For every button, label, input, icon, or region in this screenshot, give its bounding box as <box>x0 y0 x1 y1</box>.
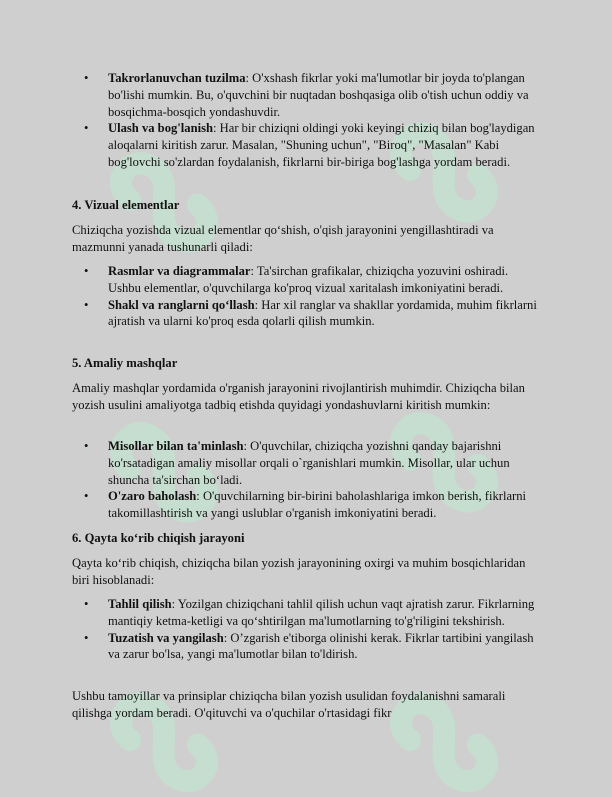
list-item <box>72 120 540 170</box>
list-item <box>72 488 540 522</box>
list-item <box>72 438 540 488</box>
bullet-icon: • <box>84 297 89 312</box>
section-heading-5: 5. Amaliy mashqlar <box>72 356 178 370</box>
list-item-term: Tahlil qilish <box>108 597 172 611</box>
list-item-term: Ulash va bog'lanish <box>108 121 213 136</box>
list-item-term: Tuzatish va yangilash <box>108 630 224 645</box>
section-list-5 <box>72 438 540 522</box>
list-item-term: Shakl va ranglarni qo‘llash <box>108 297 255 312</box>
list-item-term: Misollar bilan ta'minlash <box>108 439 244 453</box>
list-item-text: : Yozilgan chiziqchani tahlil qilish uchun vaqt ajratish zarur. Fikrlarning mantiqiy ketma-ketligi va qo‘shtirilgan ma'lumotlarning to'g'riligini tekshirish. <box>108 597 535 628</box>
section-heading-4: 4. Vizual elementlar <box>72 198 180 212</box>
intro-list <box>72 70 540 171</box>
list-item <box>72 596 540 630</box>
list-item <box>72 70 540 120</box>
bullet-icon: • <box>84 489 89 504</box>
section-paragraph-5: Amaliy mashqlar yordamida o'rganish jarayonini rivojlantirish muhimdir. Chiziqcha bilan yozish usulini amaliyotga tadbiq etishda quyidagi yondashuvlarni kiritish mumkin: <box>72 381 525 412</box>
closing-paragraph: Ushbu tamoyillar va prinsiplar chiziqcha bilan yozish usulidan foydalanishni samarali qilishga yordam beradi. O'qituvchi va o'quchilar o'rtasidagi fikr <box>72 689 506 720</box>
list-item-text: : Har xil ranglar va shakllar yordamida, muhim fikrlarni ajratish va ularni ko'proq esda qolarli qilish mumkin. <box>108 297 537 329</box>
list-item-text: : Ta'sirchan grafikalar, chiziqcha yozuvini oshiradi. Ushbu elementlar, o'quvchilarga ko'proq vizual xaritalash imkoniyatini beradi. <box>108 264 509 295</box>
bullet-icon: • <box>84 121 89 136</box>
bullet-icon: • <box>84 71 89 85</box>
list-item-text: : O'quvchilar, chiziqcha yozishni qanday bajarishni ko'rsatadigan amaliy misollar orqali o`rganishlari mumkin. Misollar, ular uchun shuncha ta'sirchan bo‘ladi. <box>108 439 510 487</box>
list-item-text: : O'xshash fikrlar yoki ma'lumotlar bir joyda to'plangan bo'lishi mumkin. Bu, o'quvchini bir nuqtadan boshqasiga olib o'tish uchun oddiy va bosqichma-bosqich yondashuvdir. <box>108 71 529 119</box>
bullet-icon: • <box>84 597 89 611</box>
list-item-text: : O'quvchilarning bir-birini baholashlariga imkon berish, fikrlarni takomillashtirish va yangi uslublar o'rganish imkoniyatini beradi. <box>108 489 527 521</box>
list-item-term: Takrorlanuvchan tuzilma <box>108 71 246 85</box>
list-item <box>72 263 540 297</box>
section-list-4 <box>72 263 540 330</box>
list-item-term: Rasmlar va diagrammalar <box>108 264 251 278</box>
list-item-term: O'zaro baholash <box>108 489 197 504</box>
bullet-icon: • <box>84 439 89 453</box>
list-item <box>72 297 540 331</box>
section-paragraph-4: Chiziqcha yozishda vizual elementlar qo‘shish, o'qish jarayonini yengillashtiradi va mazmunni yanada tushunarli qiladi: <box>72 223 494 254</box>
list-item <box>72 630 540 664</box>
list-item-text: : O’zgarish e'tiborga olinishi kerak. Fikrlar tartibini yangilash va zarur bo'lsa, yangi ma'lumotlar bilan to'ldirish. <box>108 630 534 662</box>
bullet-icon: • <box>84 630 89 645</box>
section-paragraph-6: Qayta ko‘rib chiqish, chiziqcha bilan yozish jarayonining oxirgi va muhim bosqichlaridan biri hisoblanadi: <box>72 556 526 587</box>
bullet-icon: • <box>84 264 89 278</box>
section-list-6 <box>72 596 540 663</box>
list-item-text: : Har bir chiziqni oldingi yoki keyingi chiziq bilan bog'laydigan aloqalarni kiritish zarur. Masalan, "Shuning uchun", "Biroq", "Masalan" Kabi bog'lovchi so'zlardan foydalanish, fikrlarni bir-biriga bog'lashga yordam beradi. <box>108 121 535 169</box>
section-heading-6: 6. Qayta ko‘rib chiqish jarayoni <box>72 531 245 545</box>
